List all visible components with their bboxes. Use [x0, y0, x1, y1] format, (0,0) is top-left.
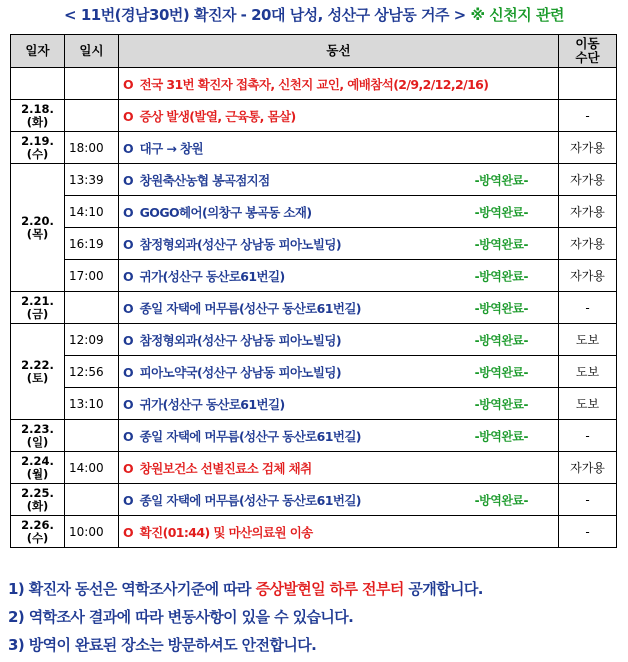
title-text: < 11번(경남30번) 확진자 - 20대 남성, 성산구 상남동 거주 >: [64, 6, 471, 24]
row-transport: 자가용: [559, 196, 617, 228]
note-1: [8, 575, 624, 603]
row-time: 13:39: [65, 164, 119, 196]
table-row: [11, 420, 617, 452]
bullet-circle-icon: O: [123, 108, 134, 124]
row-time: 12:56: [65, 356, 119, 388]
row-transport: 도보: [559, 356, 617, 388]
route-text: GOGO헤어(의창구 봉곡동 소재): [139, 204, 312, 220]
bullet-circle-icon: O: [123, 300, 134, 316]
route-text: 참정형외과(성산구 상남동 피아노빌딩): [139, 332, 341, 348]
table-row: [11, 516, 617, 548]
row-transport: 도보: [559, 324, 617, 356]
bullet-circle-icon: O: [123, 492, 134, 508]
table-row: [11, 100, 617, 132]
row-route: [119, 356, 559, 388]
row-route: [119, 68, 559, 100]
row-route: [119, 292, 559, 324]
row-time: 16:19: [65, 228, 119, 260]
row-date: [11, 68, 65, 100]
note-1-highlight: 증상발현일 하루 전부터: [255, 580, 404, 598]
row-time: 17:00: [65, 260, 119, 292]
row-route: [119, 420, 559, 452]
row-time: 10:00: [65, 516, 119, 548]
header-transport: 이동 수단: [559, 35, 617, 68]
bullet-circle-icon: O: [123, 76, 134, 92]
row-date: 2.20. (목): [11, 164, 65, 292]
bullet-circle-icon: O: [123, 236, 134, 252]
row-date: 2.24. (월): [11, 452, 65, 484]
row-time: [65, 484, 119, 516]
row-date: 2.19. (수): [11, 132, 65, 164]
route-text: 대구 → 창원: [139, 140, 203, 156]
bullet-circle-icon: O: [123, 460, 134, 476]
row-route: [119, 516, 559, 548]
row-route: [119, 228, 559, 260]
row-date: 2.21. (금): [11, 292, 65, 324]
bullet-circle-icon: O: [123, 332, 134, 348]
route-text: 참정형외과(성산구 상남동 피아노빌딩): [139, 236, 341, 252]
row-transport: 자가용: [559, 452, 617, 484]
header-date: 일자: [11, 35, 65, 68]
row-time: 13:10: [65, 388, 119, 420]
row-transport: [559, 68, 617, 100]
bullet-circle-icon: O: [123, 364, 134, 380]
bullet-circle-icon: O: [123, 172, 134, 188]
row-route: [119, 324, 559, 356]
table-row: [11, 228, 617, 260]
row-time: 12:09: [65, 324, 119, 356]
note-1-text: 1) 확진자 동선은 역학조사기준에 따라: [8, 580, 256, 598]
disinfected-badge: -방역완료-: [474, 173, 528, 187]
route-text: 종일 자택에 머무름(성산구 동산로61번길): [139, 492, 361, 508]
bullet-circle-icon: O: [123, 524, 134, 540]
disinfected-badge: -방역완료-: [474, 493, 528, 507]
row-time: [65, 292, 119, 324]
row-transport: 자가용: [559, 164, 617, 196]
route-text: 귀가(성산구 동산로61번길): [139, 396, 285, 412]
row-route: [119, 132, 559, 164]
page-title: [0, 4, 628, 25]
row-time: 14:00: [65, 452, 119, 484]
disinfected-badge: -방역완료-: [474, 397, 528, 411]
route-text: 전국 31번 확진자 접촉자, 신천지 교인, 예배참석(2/9,2/12,2/16): [139, 76, 489, 92]
bullet-circle-icon: O: [123, 428, 134, 444]
table-row: [11, 484, 617, 516]
row-date: 2.26. (수): [11, 516, 65, 548]
note-1-end: 공개합니다.: [403, 580, 483, 598]
row-time: 18:00: [65, 132, 119, 164]
row-transport: 자가용: [559, 132, 617, 164]
table-row: [11, 196, 617, 228]
row-transport: 도보: [559, 388, 617, 420]
route-text: 귀가(성산구 동산로61번길): [139, 268, 285, 284]
table-row: [11, 452, 617, 484]
route-table: [10, 34, 617, 548]
disinfected-badge: -방역완료-: [474, 301, 528, 315]
table-row: [11, 68, 617, 100]
row-route: [119, 452, 559, 484]
row-time: [65, 100, 119, 132]
row-time: 14:10: [65, 196, 119, 228]
route-text: 창원축산농협 봉곡점지점: [139, 172, 270, 188]
table-row: [11, 324, 617, 356]
title-highlight: ※ 신천지 관련: [470, 6, 564, 24]
note-2: 2) 역학조사 결과에 따라 변동사항이 있을 수 있습니다.: [8, 608, 354, 626]
route-text: 종일 자택에 머무름(성산구 동산로61번길): [139, 428, 361, 444]
row-route: [119, 164, 559, 196]
notes: [8, 575, 624, 659]
route-text: 창원보건소 선별진료소 검체 채취: [139, 460, 312, 476]
row-time: [65, 420, 119, 452]
route-text: 확진(01:44) 및 마산의료원 이송: [139, 524, 313, 540]
bullet-circle-icon: O: [123, 396, 134, 412]
route-text: 피아노약국(성산구 상남동 피아노빌딩): [139, 364, 341, 380]
table-row: [11, 292, 617, 324]
row-route: [119, 100, 559, 132]
row-date: 2.22. (토): [11, 324, 65, 420]
header-row: [11, 35, 617, 68]
row-transport: -: [559, 100, 617, 132]
row-time: [65, 68, 119, 100]
row-transport: -: [559, 484, 617, 516]
row-date: 2.25. (화): [11, 484, 65, 516]
table-row: [11, 356, 617, 388]
disinfected-badge: -방역완료-: [474, 333, 528, 347]
disinfected-badge: -방역완료-: [474, 205, 528, 219]
disinfected-badge: -방역완료-: [474, 269, 528, 283]
row-transport: -: [559, 420, 617, 452]
bullet-circle-icon: O: [123, 204, 134, 220]
row-transport: 자가용: [559, 228, 617, 260]
header-time: 일시: [65, 35, 119, 68]
disinfected-badge: -방역완료-: [474, 429, 528, 443]
row-route: [119, 196, 559, 228]
row-route: [119, 260, 559, 292]
row-date: 2.18. (화): [11, 100, 65, 132]
bullet-circle-icon: O: [123, 268, 134, 284]
row-transport: 자가용: [559, 260, 617, 292]
bullet-circle-icon: O: [123, 140, 134, 156]
row-route: [119, 388, 559, 420]
route-text: 증상 발생(발열, 근육통, 몸살): [139, 108, 296, 124]
table-row: [11, 388, 617, 420]
note-3: 3) 방역이 완료된 장소는 방문하셔도 안전합니다.: [8, 636, 317, 654]
table-row: [11, 132, 617, 164]
row-route: [119, 484, 559, 516]
row-transport: -: [559, 292, 617, 324]
row-transport: -: [559, 516, 617, 548]
route-text: 종일 자택에 머무름(성산구 동산로61번길): [139, 300, 361, 316]
table-row: [11, 260, 617, 292]
disinfected-badge: -방역완료-: [474, 237, 528, 251]
disinfected-badge: -방역완료-: [474, 365, 528, 379]
table-row: [11, 164, 617, 196]
header-route: 동선: [119, 35, 559, 68]
row-date: 2.23. (일): [11, 420, 65, 452]
